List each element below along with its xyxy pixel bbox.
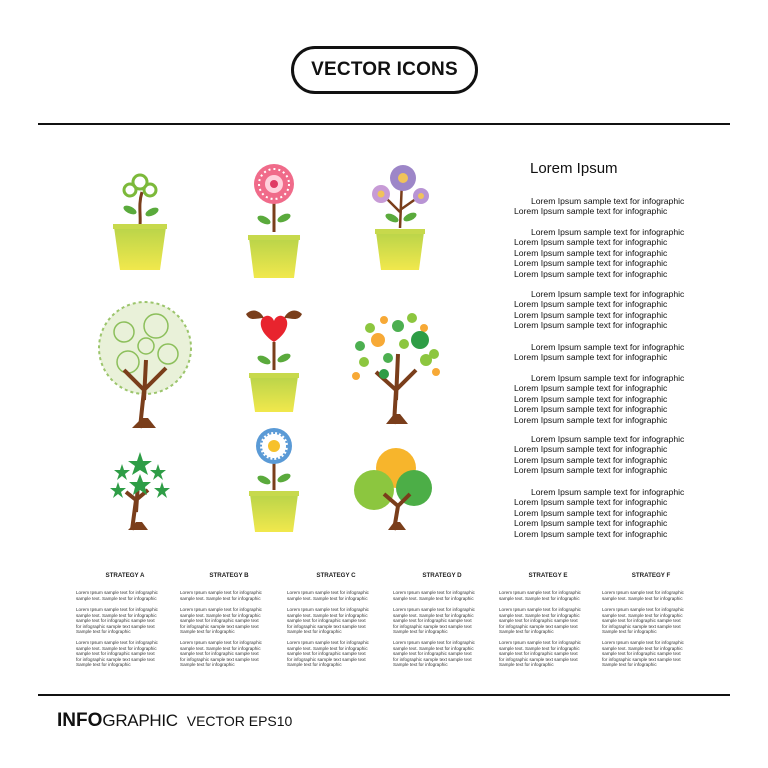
bottom-divider [38, 694, 730, 696]
strategy-text-line: sample text. Sample text for infographic [393, 595, 474, 601]
strategy-text-line: sample text. Sample text for infographic [499, 595, 580, 601]
strategy-text-line: for infographic sample text sample text [393, 656, 472, 662]
strategy-text-line: Sample text for infographic [499, 662, 554, 667]
strategy-text-line: sample text for infographic sample text [499, 651, 578, 656]
pink-flower-pot-icon [244, 162, 304, 280]
top-divider [38, 123, 730, 125]
circle-tree-icon [354, 446, 436, 532]
strategy-text-line: Sample text for infographic [602, 629, 657, 634]
blue-flower-pot-icon [244, 426, 304, 534]
strategy-text-line: sample text. Sample text for infographic [76, 612, 157, 618]
strategy-text-line: sample text. Sample text for infographic [602, 645, 683, 651]
strategy-text-line: sample text. Sample text for infographic [499, 612, 580, 618]
swirl-tree-icon [94, 300, 196, 430]
strategy-text-line: sample text for infographic sample text [393, 618, 472, 623]
star-tree-icon [108, 452, 172, 532]
sprout-pot-icon [108, 170, 172, 274]
info-block: Lorem Ipsum sample text for infographic Lorem Ipsum sample text for infographic Lorem Ipsum sample text for infographic Lorem Ipsum sample text for infographic Lorem Ipsum sample text for infographic [514, 487, 685, 539]
strategy-text-line: Lorem Ipsum sample text for infographic [76, 590, 158, 595]
strategy-text-line: for infographic sample text sample text [602, 656, 681, 662]
strategy-text-line: Lorem Ipsum sample text for infographic [602, 607, 684, 612]
strategy-name: STRATEGY A [105, 572, 145, 579]
strategy-text-line: sample text. Sample text for infographic [602, 612, 683, 618]
dotted-tree-icon [350, 310, 442, 426]
strategy-text-line: Lorem Ipsum sample text for infographic [287, 607, 369, 612]
strategy-text-line: Lorem Ipsum sample text for infographic [499, 640, 581, 645]
info-heading: Lorem Ipsum [530, 160, 618, 177]
footer-graphic: GRAPHIC [102, 711, 178, 730]
strategy-text-line: Sample text for infographic [499, 629, 554, 634]
strategy-text-line: sample text for infographic sample text [602, 618, 681, 623]
info-block: Lorem Ipsum sample text for infographic Lorem Ipsum sample text for infographic Lorem Ipsum sample text for infographic Lorem Ipsum sample text for infographic Lorem Ipsum sample text for infographic [514, 227, 685, 279]
strategy-text-line: Lorem Ipsum sample text for infographic [180, 607, 262, 612]
strategy-text-line: sample text. Sample text for infographic [180, 595, 261, 601]
strategy-text-line: Lorem Ipsum sample text for infographic [499, 607, 581, 612]
footer-version: VECTOR EPS10 [186, 713, 293, 729]
strategy-text-line: sample text. Sample text for infographic [76, 595, 157, 601]
strategy-text-line: sample text for infographic sample text [76, 618, 155, 623]
strategy-text-line: for infographic sample text sample text [180, 656, 259, 662]
strategy-name: STRATEGY D [422, 572, 462, 579]
info-block: Lorem Ipsum sample text for infographic Lorem Ipsum sample text for infographic [514, 196, 685, 217]
strategy-text-line: Lorem Ipsum sample text for infographic [499, 590, 581, 595]
strategy-name: STRATEGY B [209, 572, 249, 579]
purple-flowers-pot-icon [366, 162, 434, 272]
strategy-name: STRATEGY E [528, 572, 568, 579]
strategy-text-line: Sample text for infographic [393, 629, 448, 634]
strategy-text-line: for infographic sample text sample text [287, 656, 366, 662]
strategy-text-line: for infographic sample text sample text [287, 623, 366, 629]
strategy-text-line: Lorem Ipsum sample text for infographic [287, 590, 369, 595]
strategy-text-line: sample text for infographic sample text [76, 651, 155, 656]
strategy-text-line: sample text. Sample text for infographic [180, 645, 261, 651]
strategy-text-line: Lorem Ipsum sample text for infographic [602, 590, 684, 595]
strategy-text-line: Lorem Ipsum sample text for infographic [76, 640, 158, 645]
info-block: Lorem Ipsum sample text for infographic Lorem Ipsum sample text for infographic Lorem Ipsum sample text for infographic Lorem Ipsum sample text for infographic [514, 289, 685, 331]
strategy-text-line: Sample text for infographic [287, 629, 342, 634]
strategy-text-line: for infographic sample text sample text [499, 656, 578, 662]
footer-info: INFO [57, 710, 103, 731]
strategy-text-line: Sample text for infographic [180, 662, 235, 667]
strategy-name: STRATEGY F [631, 572, 671, 579]
strategy-text-line: sample text. Sample text for infographic [180, 612, 261, 618]
strategy-text-line: sample text for infographic sample text [602, 651, 681, 656]
strategy-text-line: sample text for infographic sample text [499, 618, 578, 623]
strategy-text-line: Lorem Ipsum sample text for infographic [393, 590, 475, 595]
strategy-text-line: Sample text for infographic [76, 629, 131, 634]
strategy-text-line: sample text for infographic sample text [287, 618, 366, 623]
strategy-text-line: sample text. Sample text for infographic [287, 612, 368, 618]
strategy-text-line: sample text. Sample text for infographic [287, 645, 368, 651]
info-block: Lorem Ipsum sample text for infographic Lorem Ipsum sample text for infographic Lorem Ipsum sample text for infographic Lorem Ipsum sample text for infographic Lorem Ipsum sample text for infographic [514, 373, 685, 425]
strategy-text-line: sample text. Sample text for infographic [499, 645, 580, 651]
strategy-text-line: sample text. Sample text for infographic [76, 645, 157, 651]
strategy-text-line: Sample text for infographic [76, 662, 131, 667]
strategy-text-line: Sample text for infographic [180, 629, 235, 634]
strategy-name: STRATEGY C [316, 572, 356, 579]
info-block: Lorem Ipsum sample text for infographic Lorem Ipsum sample text for infographic Lorem Ipsum sample text for infographic Lorem Ipsum sample text for infographic [514, 434, 685, 476]
strategy-text-line: sample text. Sample text for infographic [602, 595, 683, 601]
strategy-text-line: for infographic sample text sample text [76, 656, 155, 662]
strategy-text-line: sample text for infographic sample text [180, 651, 259, 656]
strategy-text-line: Lorem Ipsum sample text for infographic [76, 607, 158, 612]
strategy-text-line: Sample text for infographic [602, 662, 657, 667]
strategy-text-line: Lorem Ipsum sample text for infographic [180, 640, 262, 645]
strategy-text-line: Lorem Ipsum sample text for infographic [602, 640, 684, 645]
strategy-text-line: sample text. Sample text for infographic [287, 595, 368, 601]
strategy-text-line: Sample text for infographic [287, 662, 342, 667]
strategy-text-line: sample text. Sample text for infographic [393, 612, 474, 618]
strategy-text-line: for infographic sample text sample text [180, 623, 259, 629]
strategy-text-line: for infographic sample text sample text [76, 623, 155, 629]
info-block: Lorem Ipsum sample text for infographic Lorem Ipsum sample text for infographic [514, 342, 685, 363]
footer-label [57, 710, 292, 732]
strategy-text-line: sample text for infographic sample text [180, 618, 259, 623]
winged-heart-pot-icon [244, 304, 304, 414]
strategy-text-line: Lorem Ipsum sample text for infographic [393, 640, 475, 645]
strategy-text-line: Lorem Ipsum sample text for infographic [393, 607, 475, 612]
strategy-text-line: sample text for infographic sample text [393, 651, 472, 656]
strategy-text-line: sample text for infographic sample text [287, 651, 366, 656]
strategy-text-line: Sample text for infographic [393, 662, 448, 667]
strategy-text-line: for infographic sample text sample text [499, 623, 578, 629]
page-title: VECTOR ICONS [291, 46, 478, 94]
strategy-text-line: Lorem Ipsum sample text for infographic [180, 590, 262, 595]
strategy-text-line: sample text. Sample text for infographic [393, 645, 474, 651]
strategy-text-line: for infographic sample text sample text [602, 623, 681, 629]
strategy-text-line: Lorem Ipsum sample text for infographic [287, 640, 369, 645]
strategy-text-line: for infographic sample text sample text [393, 623, 472, 629]
